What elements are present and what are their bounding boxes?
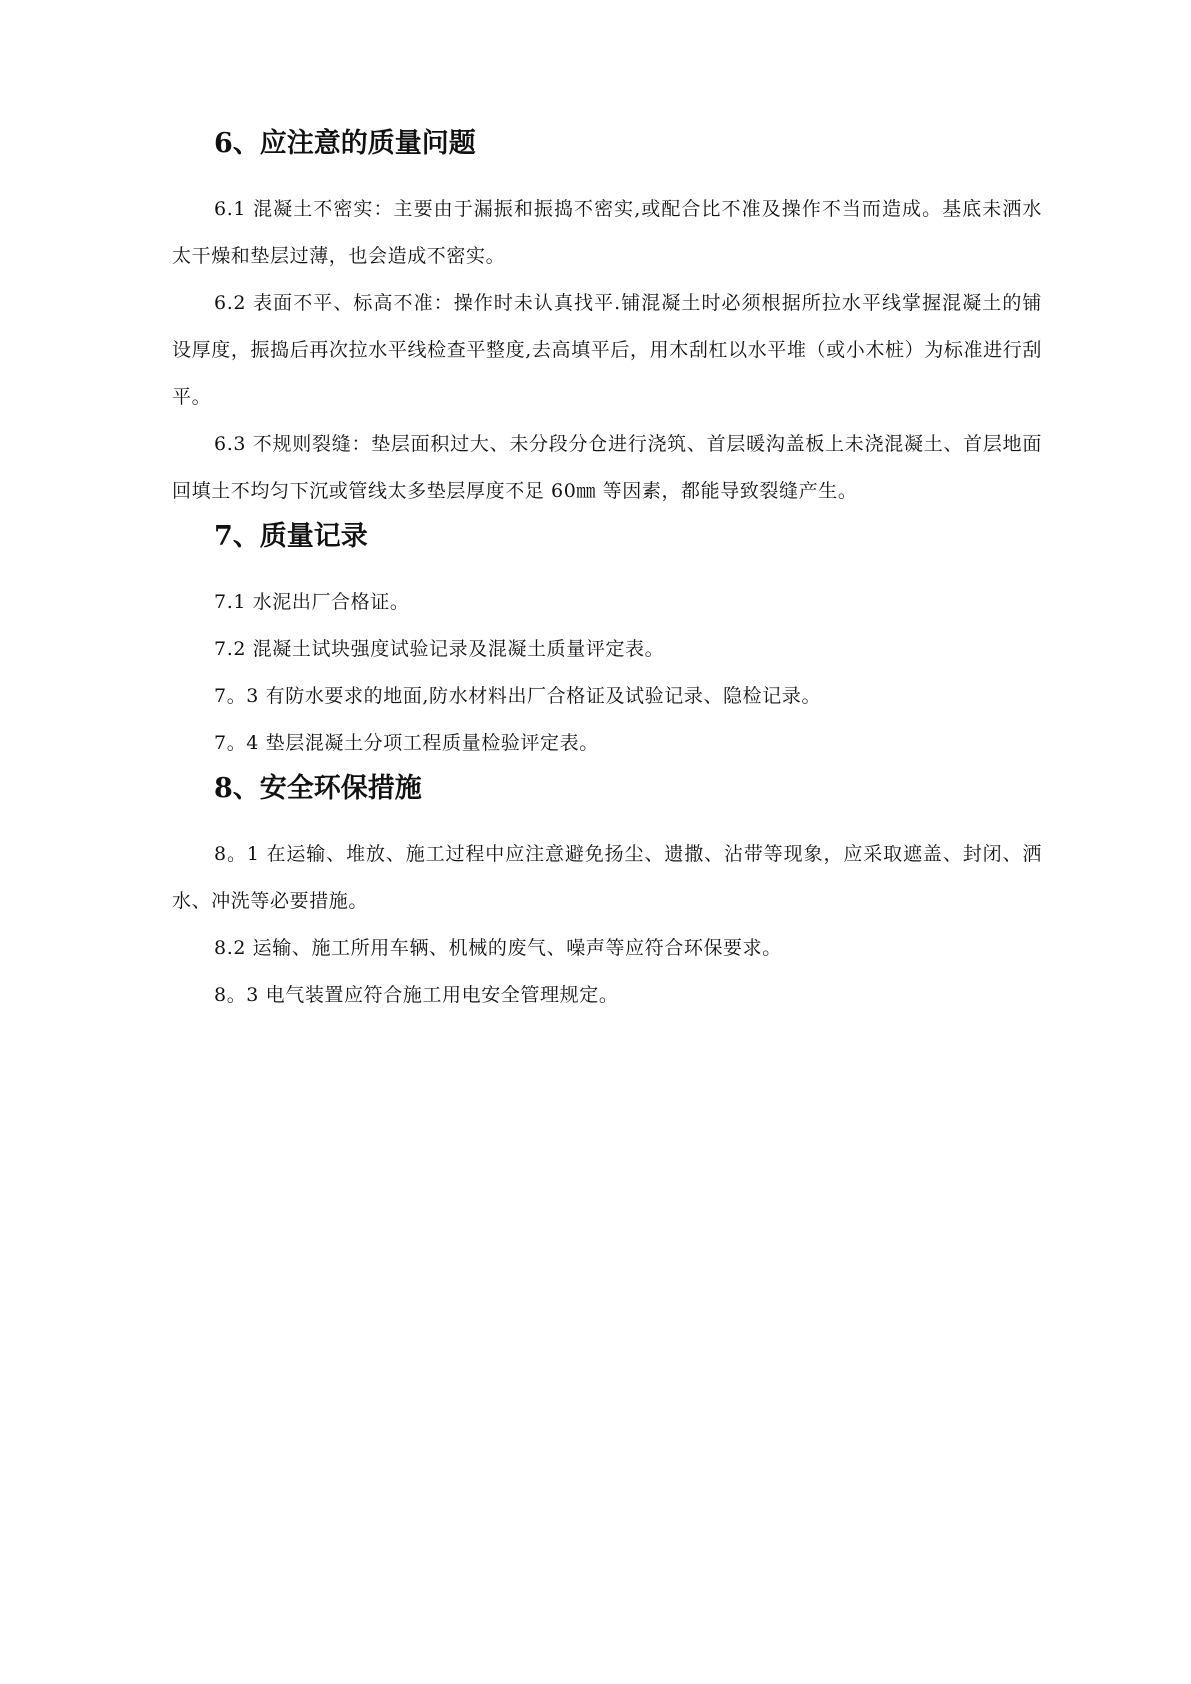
document-body [172, 124, 1042, 1019]
paragraph-8-2: 8.2 运输、施工所用车辆、机械的废气、噪声等应符合环保要求。 [214, 937, 782, 959]
section-heading-6: 6、应注意的质量问题 [214, 128, 476, 159]
paragraph-8-1: 8。1 在运输、堆放、施工过程中应注意避免扬尘、遗撒、沾带等现象，应采取遮盖、封闭、洒水、冲洗等必要措施。 [172, 843, 1042, 912]
paragraph-7-3: 7。3 有防水要求的地面,防水材料出厂合格证及试验记录、隐检记录。 [214, 685, 822, 707]
paragraph-8-3: 8。3 电气装置应符合施工用电安全管理规定。 [214, 984, 619, 1006]
section-heading-8: 8、安全环保措施 [214, 773, 422, 804]
paragraph-7-2: 7.2 混凝土试块强度试验记录及混凝土质量评定表。 [214, 638, 665, 660]
paragraph-7-1: 7.1 水泥出厂合格证。 [214, 591, 410, 613]
paragraph-6-2: 6.2 表面不平、标高不准：操作时未认真找平.铺混凝土时必须根据所拉水平线掌握混凝土的铺设厚度，振捣后再次拉水平线检查平整度,去高填平后，用木刮杠以水平堆（或小木桩）为标准进行刮平。 [172, 292, 1042, 408]
section-heading-7: 7、质量记录 [214, 521, 368, 552]
paragraph-7-4: 7。4 垫层混凝土分项工程质量检验评定表。 [214, 732, 599, 754]
paragraph-6-1: 6.1 混凝土不密实：主要由于漏振和振捣不密实,或配合比不准及操作不当而造成。基底未洒水太干燥和垫层过薄，也会造成不密实。 [172, 198, 1042, 267]
paragraph-6-3: 6.3 不规则裂缝：垫层面积过大、未分段分仓进行浇筑、首层暖沟盖板上未浇混凝土、首层地面回填土不均匀下沉或管线太多垫层厚度不足 60㎜ 等因素，都能导致裂缝产生。 [172, 433, 1042, 502]
